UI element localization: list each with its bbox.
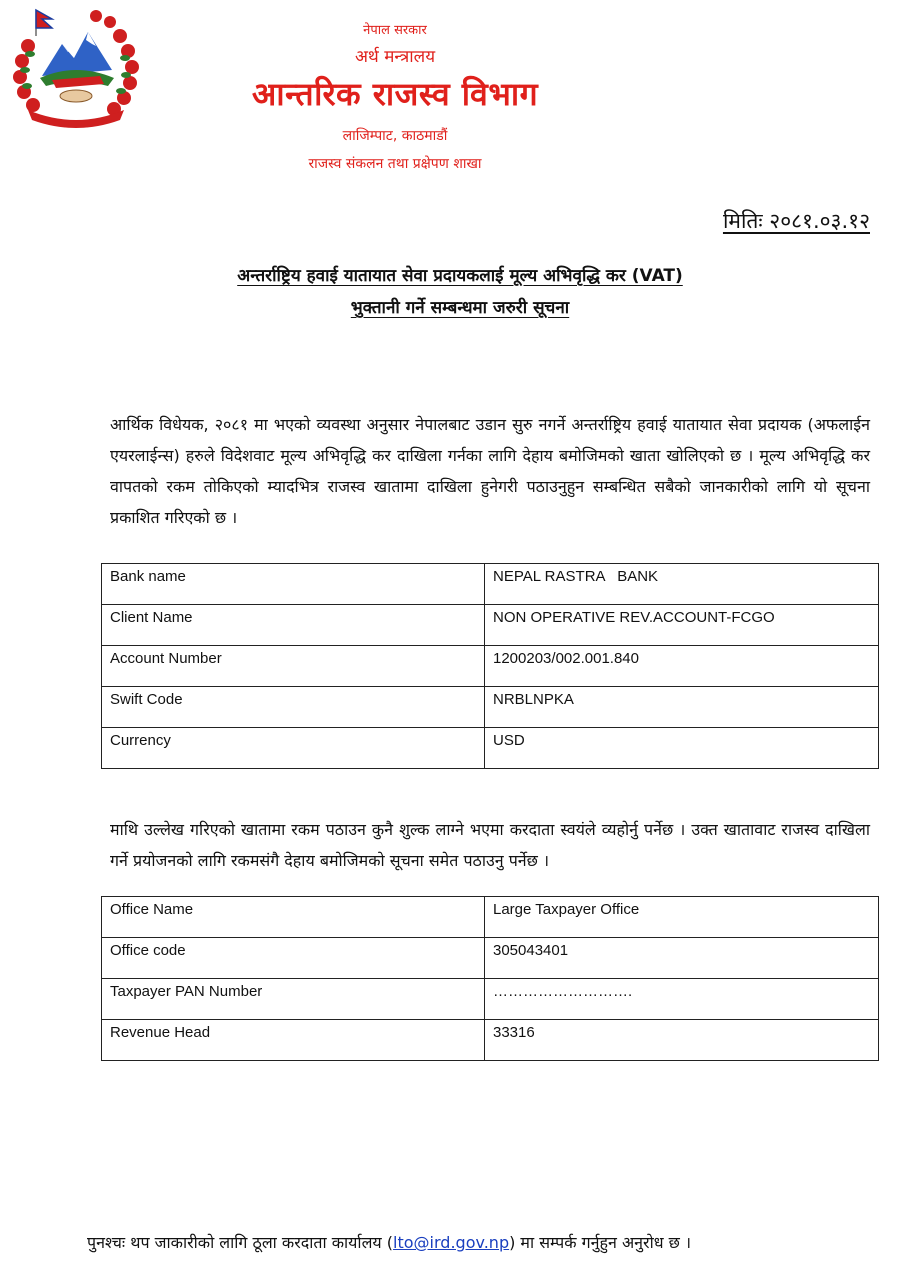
table-row	[102, 938, 879, 979]
office-name-label: Office Name	[102, 897, 485, 938]
swift-code-label: Swift Code	[102, 687, 485, 728]
table-row	[102, 728, 879, 769]
fees-paragraph: माथि उल्लेख गरिएको खातामा रकम पठाउन कुनै शुल्क लाग्ने भएमा करदाता स्वयंले व्यहोर्नु पर्नेछ । उक्त खातावाट राजस्व दाखिला गर्ने प्रयोजनको लागि रकमसंगै देहाय बमोजिमको सूचना समेत पठाउनु पर्नेछ ।	[110, 820, 870, 870]
office-details-table	[101, 896, 879, 1061]
table-row	[102, 1020, 879, 1061]
table-row	[102, 605, 879, 646]
ministry-name: अर्थ मन्त्रालय	[354, 47, 436, 67]
client-name-label: Client Name	[102, 605, 485, 646]
section-name: राजस्व संकलन तथा प्रक्षेपण शाखा	[308, 156, 482, 172]
office-name-value: Large Taxpayer Office	[485, 897, 879, 938]
office-code-value: 305043401	[485, 938, 879, 979]
table-row	[102, 687, 879, 728]
footer-note	[87, 1231, 691, 1253]
pan-number-value: ……………………….	[485, 979, 879, 1020]
swift-code-value: NRBLNPKA	[485, 687, 879, 728]
currency-value: USD	[485, 728, 879, 769]
table-row	[102, 897, 879, 938]
government-name: नेपाल सरकार	[363, 23, 427, 38]
pan-number-label: Taxpayer PAN Number	[102, 979, 485, 1020]
revenue-head-value: 33316	[485, 1020, 879, 1061]
notice-title-line-2: भुक्तानी गर्ने सम्बन्धमा जरुरी सूचना	[350, 298, 570, 318]
account-number-label: Account Number	[102, 646, 485, 687]
table-row	[102, 646, 879, 687]
client-name-value: NON OPERATIVE REV.ACCOUNT-FCGO	[485, 605, 879, 646]
contact-email-link[interactable]: lto@ird.gov.np	[393, 1233, 510, 1252]
notice-title-line-1: अन्तर्राष्ट्रिय हवाई यातायात सेवा प्रदायकलाई मूल्य अभिवृद्धि कर (VAT)	[237, 266, 683, 286]
intro-paragraph: आर्थिक विधेयक, २०८१ मा भएको व्यवस्था अनुसार नेपालबाट उडान सुरु नगर्ने अन्तर्राष्ट्रिय हवाई यातायात सेवा प्रदायक (अफलाईन एयरलाईन्स) हरुले विदेशवाट मूल्य अभिवृद्धि कर दाखिला गर्नका लागि देहाय बमोजिमको खाता खोलिएको छ । मूल्य अभिवृद्धि कर वापतको रकम तोकिएको म्यादभित्र राजस्व खातामा दाखिला हुनेगरी पठाउनुहुन सम्बन्धित सबैको जानकारीको लागि यो सूचना प्रकाशित गरिएको छ ।	[110, 415, 870, 527]
table-row	[102, 979, 879, 1020]
bank-name-value: NEPAL RASTRA BANK	[485, 564, 879, 605]
account-number-value: 1200203/002.001.840	[485, 646, 879, 687]
table-row	[102, 564, 879, 605]
office-code-label: Office code	[102, 938, 485, 979]
department-address: लाजिम्पाट, काठमाडौं	[342, 128, 448, 144]
notice-date: मितिः २०८१.०३.१२	[722, 209, 870, 233]
footer-suffix: ) मा सम्पर्क गर्नुहुन अनुरोध छ ।	[509, 1233, 692, 1252]
footer-prefix: पुनश्चः थप जाकारीको लागि ठूला करदाता कार्यालय (	[87, 1233, 394, 1252]
department-name: आन्तरिक राजस्व विभाग	[251, 75, 539, 113]
currency-label: Currency	[102, 728, 485, 769]
bank-account-table	[101, 563, 879, 769]
revenue-head-label: Revenue Head	[102, 1020, 485, 1061]
bank-name-label: Bank name	[102, 564, 485, 605]
